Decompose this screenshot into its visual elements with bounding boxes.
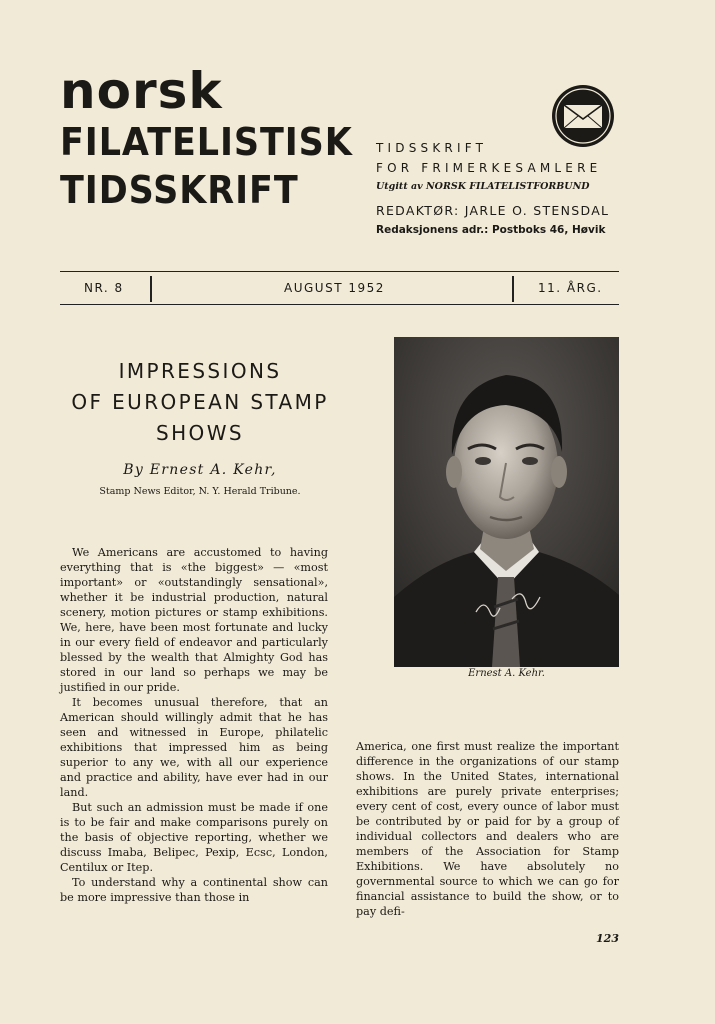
article-title-line: OF EUROPEAN STAMP (71, 390, 329, 414)
photo-caption: Ernest A. Kehr. (468, 668, 545, 679)
issue-divider (512, 276, 514, 302)
masthead-title (60, 62, 378, 212)
masthead-editor: REDAKTØR: JARLE O. STENSDAL (376, 203, 610, 218)
masthead-tagline: FOR FRIMERKESAMLERE (376, 161, 602, 175)
body-paragraph: America, one first must realize the important difference in the organizations of our stamp shows. In the United States, international exhibitions are purely private enterprises; every cent of cost, every ounce of labor must be contributed by or paid for by a group of individual collectors and dealers who are members of the Association for Stamp Exhibitions. We have absolutely no governmental source to which we can go for financial assistance to build the show, or to pay defi- (356, 740, 619, 918)
issue-divider (150, 276, 152, 302)
article-title-line: SHOWS (156, 421, 244, 445)
portrait-illustration (394, 337, 619, 667)
masthead-info (376, 138, 676, 238)
masthead-subtitle: TIDSSKRIFT (376, 141, 488, 155)
issue-bar (60, 271, 619, 305)
masthead-address: Redaksjonens adr.: Postboks 46, Høvik (376, 224, 606, 236)
body-paragraph: To understand why a continental show can be more impressive than those in (60, 876, 328, 904)
issue-volume: 11. ÅRG. (538, 281, 603, 295)
masthead-publisher: Utgitt av NORSK FILATELISTFORBUND (376, 181, 590, 192)
masthead-line-tidsskrift: TIDSSKRIFT (60, 168, 299, 212)
body-column-right (356, 739, 619, 919)
author-portrait (394, 337, 619, 667)
issue-date: AUGUST 1952 (284, 281, 385, 295)
body-column-left (60, 545, 328, 905)
body-paragraph: But such an admission must be made if one is to be fair and make comparisons purely on the basis of objective reporting, whether we discuss Imaba, Belipec, Pexip, Ecsc, London, Centilux or Itep. (60, 801, 328, 874)
body-paragraph: We Americans are accustomed to having everything that is «the biggest» — «most important» or «outstandingly sensational», whether it be industrial production, natural scenery, motion pictures or stamp exhibitions. We, here, have been most fortunate and lucky in our every field of endeavor and particularly blessed by the wealth that Almighty God has stored in our land so perhaps we may be justified in our pride. (60, 546, 328, 694)
body-paragraph: It becomes unusual therefore, that an American should willingly admit that he has seen and witnessed in Europe, philatelic exhibitions that impressed him as being superior to any we, with all our experience and practice and ability, have ever had in our land. (60, 696, 328, 799)
masthead-line-filatelistisk: FILATELISTISK (60, 120, 353, 164)
article-title (30, 356, 370, 449)
article-title-line: IMPRESSIONS (118, 359, 282, 383)
masthead-line-norsk: norsk (60, 62, 223, 120)
article-byline: By Ernest A. Kehr, (123, 462, 277, 478)
author-role: Stamp News Editor, N. Y. Herald Tribune. (99, 486, 301, 497)
issue-number: NR. 8 (84, 281, 124, 295)
page-number: 123 (596, 932, 619, 945)
